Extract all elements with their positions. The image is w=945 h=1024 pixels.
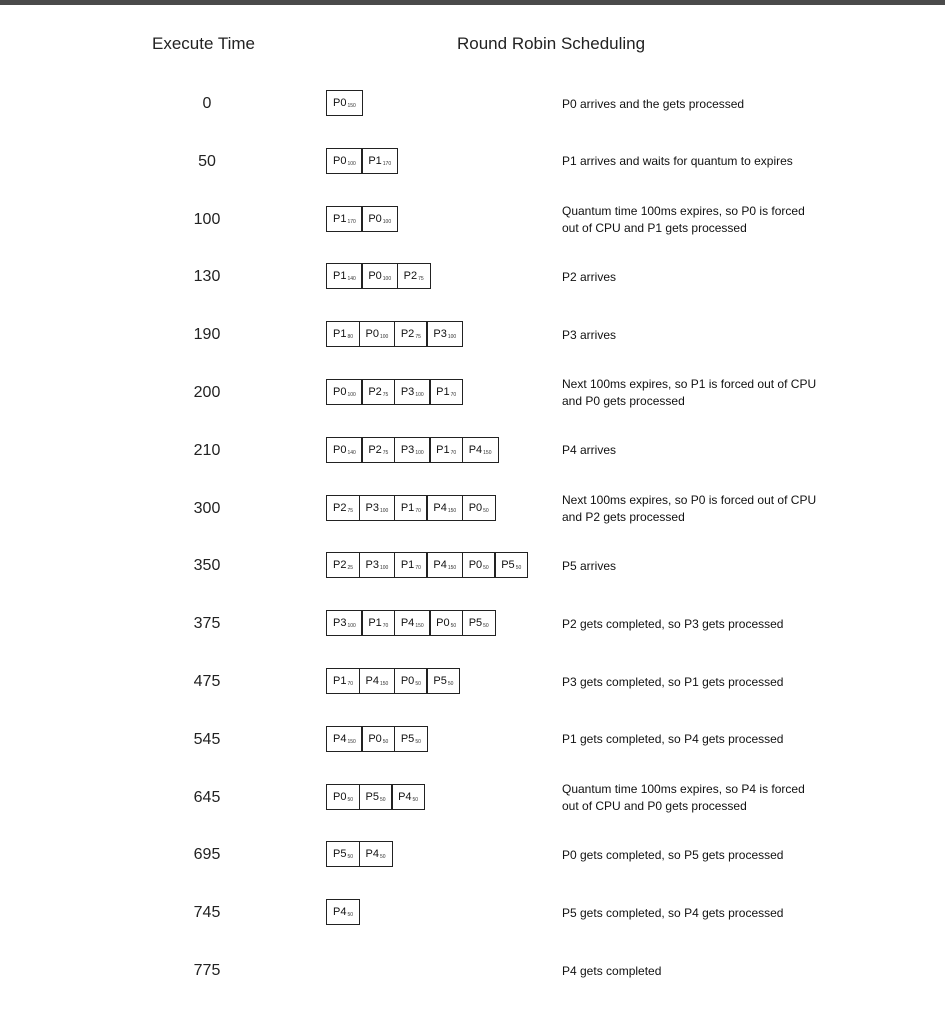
process-id: P5 [468,617,483,630]
ready-queue [326,495,496,521]
remaining-time: 100 [415,392,424,398]
remaining-time: 50 [412,796,419,803]
remaining-time: 50 [382,738,389,745]
process-id: P5 [365,790,379,803]
process-box [326,321,360,347]
execute-time-value: 545 [193,730,221,748]
event-description: P0 arrives and the gets processed [562,96,745,111]
process-id: P2 [400,328,415,341]
schedule-row [0,257,945,297]
process-id: P1 [436,443,450,456]
process-box [429,379,463,405]
ready-queue [326,899,360,925]
schedule-row [0,893,945,933]
event-description: P1 arrives and waits for quantum to expires [562,154,793,169]
process-id: P4 [433,501,447,514]
remaining-time: 100 [380,334,389,341]
process-id: P5 [501,559,515,572]
process-box [397,263,431,289]
schedule-row [0,200,945,240]
process-id: P3 [433,328,447,341]
event-description: P3 arrives [562,327,617,342]
process-id: P4 [365,848,379,861]
schedule-row [0,835,945,875]
process-box [326,841,360,867]
execute-time-value: 0 [202,95,212,112]
process-box [429,437,463,463]
event-description: Quantum time 100ms expires, so P0 is forced out of CPU and P1 gets processed [562,203,805,235]
process-box [394,495,428,521]
process-box [326,148,363,174]
process-box [326,437,363,463]
process-id: P1 [368,154,382,167]
schedule-row [0,662,945,702]
process-id: P1 [400,559,415,572]
process-id: P2 [368,443,382,456]
process-id: P0 [333,790,347,803]
remaining-time: 170 [347,218,356,225]
remaining-time: 100 [382,218,392,225]
process-id: P0 [400,675,415,687]
remaining-time: 50 [483,565,489,572]
remaining-time: 100 [380,565,389,572]
remaining-time: 50 [483,507,489,514]
process-id: P2 [333,559,347,572]
event-description: Next 100ms expires, so P1 is forced out of CPU and P0 gets processed [562,377,817,408]
remaining-time: 50 [347,854,354,861]
process-box [326,610,363,636]
remaining-time: 50 [447,681,454,687]
process-id: P0 [468,559,483,572]
schedule-row [0,431,945,471]
ready-queue [326,841,393,867]
process-id: P2 [333,501,347,514]
remaining-time: 50 [450,623,457,630]
schedule-row [0,84,945,124]
process-id: P0 [368,212,382,225]
remaining-time: 100 [347,160,356,167]
ready-queue [326,726,428,752]
ready-queue [326,90,363,116]
process-id: P1 [333,270,347,283]
process-box [394,610,431,636]
process-box [361,437,395,463]
process-box [426,321,463,347]
remaining-time: 150 [447,565,457,572]
process-id: P0 [436,617,450,630]
process-id: P2 [368,386,382,398]
schedule-row [0,546,945,586]
process-id: P5 [433,675,447,687]
execute-time-value: 130 [193,268,221,286]
remaining-time: 75 [418,276,424,283]
process-id: P0 [368,732,382,745]
process-box [326,90,363,116]
process-id: P4 [333,906,347,919]
remaining-time: 70 [415,565,421,572]
event-description: P2 gets completed, so P3 gets processed [562,616,784,631]
remaining-time: 50 [415,738,421,745]
process-id: P3 [400,443,415,456]
process-id: P4 [433,559,447,572]
process-id: P1 [368,617,382,630]
process-id: P3 [365,501,379,514]
event-description: P4 arrives [562,443,617,458]
process-id: P1 [436,386,450,398]
diagram-title: Round Robin Scheduling [457,34,646,53]
remaining-time: 150 [380,681,389,687]
remaining-time: 75 [382,449,389,456]
process-box [361,726,395,752]
execute-time-value: 200 [193,384,221,401]
process-box [394,552,428,578]
remaining-time: 50 [380,854,386,861]
remaining-time: 150 [447,507,457,514]
remaining-time: 100 [415,449,424,456]
remaining-time: 170 [382,160,392,167]
process-id: P3 [333,617,347,630]
remaining-time: 100 [382,276,392,283]
process-box [462,495,496,521]
process-box [426,495,463,521]
ready-queue [326,668,460,694]
remaining-time: 140 [347,276,356,283]
execute-time-value: 745 [193,904,221,922]
process-box [359,321,396,347]
remaining-time: 150 [347,103,356,109]
process-id: P5 [333,848,347,861]
schedule-row [0,489,945,529]
ready-queue [326,263,431,289]
process-id: P2 [403,270,418,283]
process-id: P4 [333,732,347,745]
remaining-time: 150 [483,449,492,456]
event-description: Quantum time 100ms expires, so P4 is forced out of CPU and P0 gets processed [562,781,805,813]
remaining-time: 75 [347,507,354,514]
process-box [429,610,463,636]
event-description: P4 gets completed [562,963,662,978]
execute-time-value: 645 [193,788,221,806]
remaining-time: 70 [450,392,457,398]
process-box [394,668,428,694]
execute-time-value: 475 [193,673,221,690]
remaining-time: 140 [347,449,356,456]
remaining-time: 50 [347,796,354,803]
event-description: Next 100ms expires, so P0 is forced out of CPU and P2 gets processed [562,492,817,524]
process-box [361,610,395,636]
process-box [326,726,363,752]
remaining-time: 150 [415,623,424,630]
remaining-time: 100 [347,623,356,630]
process-id: P0 [333,97,347,109]
remaining-time: 100 [447,334,457,341]
process-box [359,784,393,810]
process-box [359,841,393,867]
process-id: P0 [333,443,347,456]
process-id: P4 [468,443,483,456]
process-id: P1 [333,212,347,225]
process-box [361,148,398,174]
remaining-time: 50 [415,681,421,687]
process-id: P0 [365,328,379,341]
process-box [359,495,396,521]
schedule-row [0,720,945,760]
remaining-time: 70 [450,449,457,456]
process-id: P0 [333,386,347,398]
remaining-time: 50 [380,796,386,803]
process-id: P3 [400,386,415,398]
process-box [326,206,363,232]
process-box [426,668,460,694]
process-box [391,784,425,810]
process-id: P0 [468,501,483,514]
remaining-time: 50 [515,565,522,572]
process-box [394,437,431,463]
process-id: P4 [398,790,412,803]
remaining-time: 100 [380,507,389,514]
remaining-time: 50 [347,912,354,919]
event-description: P1 gets completed, so P4 gets processed [562,732,784,747]
execute-time-value: 210 [193,441,221,459]
ready-queue [326,784,425,810]
event-description: P5 gets completed, so P4 gets processed [562,905,784,920]
execute-time-value: 350 [193,557,221,575]
execute-time-value: 50 [198,152,216,170]
remaining-time: 70 [382,623,389,630]
ready-queue [326,437,499,463]
schedule-row [0,373,945,413]
process-box [462,437,499,463]
process-box [359,668,396,694]
ready-queue [326,552,528,578]
process-id: P1 [333,328,347,341]
process-id: P1 [400,501,415,514]
remaining-time: 70 [347,681,354,687]
process-id: P4 [400,617,415,630]
ready-queue [326,148,398,174]
process-box [326,899,360,925]
process-box [326,668,360,694]
process-box [326,379,363,405]
process-id: P1 [333,675,347,687]
execute-time-value: 300 [193,499,221,517]
schedule-row [0,142,945,182]
ready-queue [326,206,398,232]
event-description: P2 arrives [562,269,617,284]
process-box [394,321,428,347]
process-box [394,726,428,752]
remaining-time: 75 [382,392,389,398]
process-box [361,263,398,289]
process-box [462,552,496,578]
process-box [494,552,528,578]
process-id: P4 [365,675,379,687]
schedule-row [0,951,945,991]
event-description: P3 gets completed, so P1 gets processed [562,674,784,689]
process-box [462,610,496,636]
process-box [326,552,360,578]
process-box [361,379,395,405]
remaining-time: 150 [347,738,356,745]
ready-queue [326,610,496,636]
process-box [361,206,398,232]
process-box [326,263,363,289]
event-description: P5 arrives [562,558,617,573]
process-box [394,379,431,405]
process-box [426,552,463,578]
schedule-row [0,778,945,818]
schedule-row [0,315,945,355]
execute-time-value: 375 [193,615,221,633]
execute-time-value: 100 [193,210,221,228]
process-box [359,552,396,578]
execute-time-heading: Execute Time [152,34,255,53]
process-id: P5 [400,732,415,745]
process-id: P0 [333,154,347,167]
remaining-time: 70 [415,507,421,514]
process-id: P3 [365,559,379,572]
execute-time-value: 190 [193,326,221,344]
ready-queue [326,379,463,405]
execute-time-value: 775 [193,962,221,979]
schedule-row [0,604,945,644]
remaining-time: 50 [483,623,489,630]
execute-time-value: 695 [193,846,221,864]
process-box [326,784,360,810]
remaining-time: 75 [415,334,421,341]
process-box [326,495,360,521]
event-description: P0 gets completed, so P5 gets processed [562,847,784,862]
remaining-time: 80 [347,334,354,341]
process-id: P0 [368,270,382,283]
remaining-time: 100 [347,392,356,398]
remaining-time: 25 [347,565,354,572]
ready-queue [326,321,463,347]
